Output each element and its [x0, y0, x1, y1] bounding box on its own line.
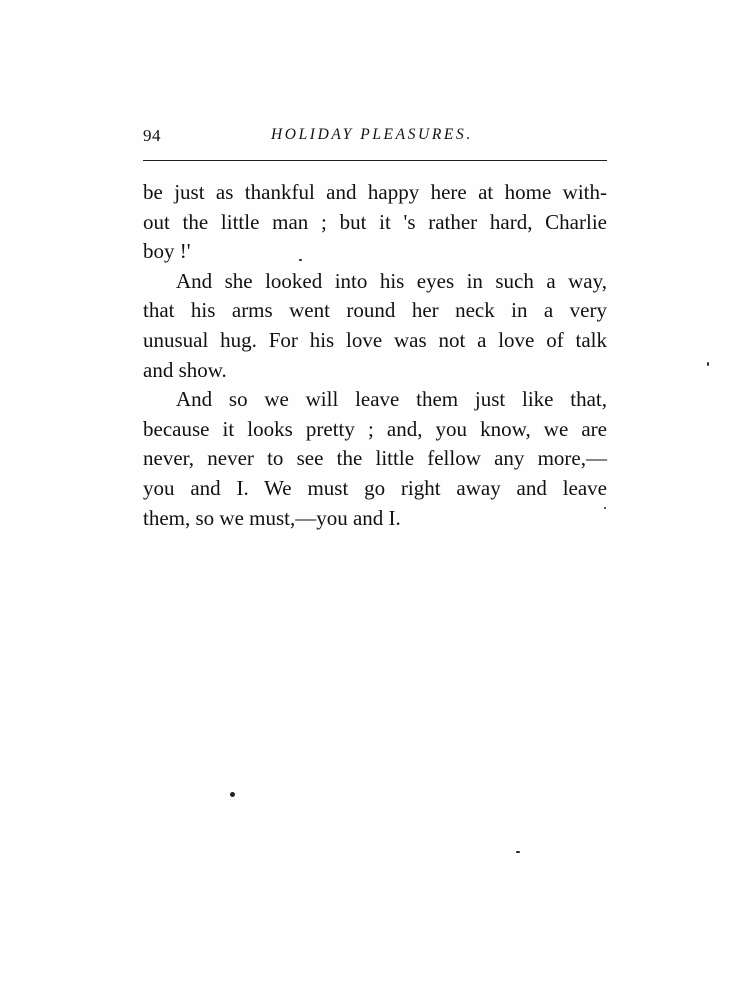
paragraph	[143, 385, 607, 533]
ink-speck	[707, 362, 709, 366]
ink-speck	[516, 851, 520, 853]
text-line: out the little man ; but it 's rather hard, Charlie	[143, 209, 607, 234]
paragraph	[143, 178, 607, 267]
running-head: HOLIDAY PLEASURES.	[271, 126, 473, 143]
text-line: boy !'	[143, 239, 191, 264]
ink-speck	[299, 259, 302, 261]
header-rule	[143, 160, 607, 161]
page-number: 94	[143, 126, 161, 145]
body-text	[143, 178, 607, 533]
text-line: them, so we must,—you and I.	[143, 505, 401, 530]
page-header	[143, 126, 607, 148]
text-line: because it looks pretty ; and, you know, we are	[143, 416, 607, 441]
text-line: you and I. We must go right away and leave	[143, 475, 607, 500]
text-line: that his arms went round her neck in a very	[143, 298, 607, 323]
text-line: unusual hug. For his love was not a love of talk	[143, 327, 607, 352]
text-line: and show.	[143, 357, 227, 382]
text-line: And so we will leave them just like that,	[176, 387, 607, 412]
paragraph	[143, 267, 607, 385]
ink-speck	[230, 792, 235, 797]
text-line: never, never to see the little fellow any more,—	[143, 446, 607, 471]
ink-speck	[604, 507, 606, 509]
text-line: And she looked into his eyes in such a way,	[176, 268, 607, 293]
text-line: be just as thankful and happy here at home with-	[143, 180, 607, 204]
